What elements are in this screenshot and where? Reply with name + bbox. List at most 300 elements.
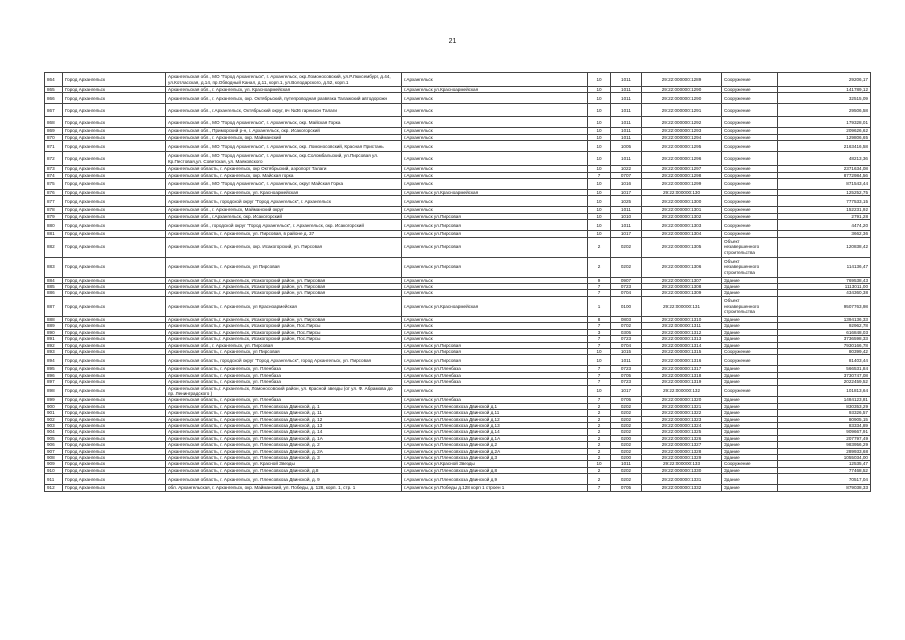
table-row [45,104,871,117]
cadastral-number-cell: 29:22:000000:1292 [642,117,722,128]
cadastral-number-cell: 29:22:000000:1319 [642,379,722,385]
type-code-cell: 1011 [611,87,642,93]
type-code-cell: 1011 [611,73,642,87]
cadastral-number-cell: 29:22:000000:1311 [642,323,722,329]
owner-cell: Город Архангельск [63,366,166,372]
value-cell: 179328,01 [778,117,871,128]
row-number: 898 [45,385,63,397]
address-cell: Архангельская область,г. Архангельск, Исакогорский район, ул. Пирсовая [166,316,402,322]
address-cell: Архангельская область, г. Архангельск, ул. Пленсовхоза Двинской, д. 1 [166,403,402,409]
object-type-cell: Здание [722,329,778,335]
address-cell: Архангельская область, городской округ "Город Архангельск", г. Архангельск [166,196,402,207]
row-number: 878 [45,207,63,213]
address-cell: Архангельская область,г. Архангельск, Ломоносовский район, ул. Красной звезды (от ул. Ф. Абрамова до пр. Ленинградского ) [166,385,402,397]
value-cell: 152231,92 [778,207,871,213]
row-number: 889 [45,323,63,329]
owner-cell: Город Архангельск [63,422,166,428]
cadastral-number-cell: 29:22:000000:1329 [642,455,722,461]
group-code-cell: 10 [588,104,611,117]
cadastral-number-cell: 29:22:000000:1301 [642,207,722,213]
owner-cell: Город Архангельск [63,342,166,348]
group-code-cell: 10 [588,166,611,172]
group-code-cell: 10 [588,93,611,104]
table-row [45,220,871,231]
owner-cell: Город Архангельск [63,397,166,403]
address-cell: Архангельская область, г. Архангельск, ул. Пленсовхоза Двинской, д. 3 [166,455,402,461]
row-number: 888 [45,316,63,322]
cadastral-number-cell: 29:22:000000:1324 [642,422,722,428]
table-row [45,179,871,190]
row-number: 887 [45,296,63,316]
cadastral-number-cell: 29:22:000000:1321 [642,403,722,409]
group-code-cell: 10 [588,231,611,237]
cadastral-number-cell: 29:22:000000:1306 [642,257,722,277]
owner-cell: Город Архангельск [63,117,166,128]
cadastral-number-cell: 29:22:000000:1310 [642,316,722,322]
object-type-cell: Сооружение [722,213,778,219]
row-number: 873 [45,166,63,172]
cadastral-number-cell: 29:22:000000:1307 [642,277,722,283]
type-code-cell: 1017 [611,190,642,196]
cadastral-number-cell: 29:22:000000:1325 [642,429,722,435]
row-number: 893 [45,348,63,354]
object-type-cell: Сооружение [722,93,778,104]
row-number: 869 [45,128,63,134]
table-row [45,141,871,152]
value-cell: 2163416,58 [778,141,871,152]
type-code-cell: 0202 [611,429,642,435]
cadastral-number-cell: 29:22:000000:1309 [642,290,722,296]
address-cell: Архангельская обл., г. Архангельск, Майманский округ [166,207,402,213]
owner-cell: Город Архангельск [63,329,166,335]
group-code-cell: 2 [588,416,611,422]
object-type-cell: Сооружение [722,355,778,366]
table-row [45,461,871,467]
group-code-cell: 10 [588,190,611,196]
owner-cell: Город Архангельск [63,104,166,117]
object-type-cell: Сооружение [722,207,778,213]
location-cell: г.Архангельск ул.Победы д.128 корп 1 строен 1 [402,485,588,491]
address-cell: Архангельская обл., Приморский р-н, г. Архангельск, окр. Исакогорский [166,128,402,134]
object-type-cell: Сооружение [722,231,778,237]
type-code-cell: 0723 [611,284,642,290]
address-cell: Архангельская область, г. Архангельск, окр Октябрьский, аэропорт Талаги [166,166,402,172]
owner-cell: Город Архангельск [63,316,166,322]
owner-cell: Город Архангельск [63,93,166,104]
object-type-cell: Сооружение [722,152,778,166]
type-code-cell: 0305 [611,329,642,335]
object-type-cell: Здание [722,336,778,342]
object-type-cell: Сооружение [722,128,778,134]
location-cell: г.Архангельск ул.Пирсовая [402,213,588,219]
address-cell: Архангельская область, г. Архангельск, ул Красноармейская [166,296,402,316]
location-cell: г.Архангельск [402,117,588,128]
value-cell: 209626,62 [778,128,871,134]
cadastral-number-cell: 29:22:000000:133 [642,461,722,467]
type-code-cell: 0202 [611,422,642,428]
address-cell: Архангельская область, г. Архангельск, ул. Пленбаза [166,397,402,403]
value-cell: 125252,75 [778,190,871,196]
location-cell: г.Архангельск [402,141,588,152]
row-number: 872 [45,152,63,166]
row-number: 884 [45,277,63,283]
value-cell: 2022459,52 [778,379,871,385]
value-cell: 80905,15 [778,416,871,422]
owner-cell: Город Архангельск [63,179,166,190]
type-code-cell: 0202 [611,448,642,454]
location-cell: г.Архангельск ул.Пирсовая [402,342,588,348]
value-cell: 9507763,98 [778,296,871,316]
location-cell: г.Архангельск ул.Пленсовхоза Двинской д.1 [402,403,588,409]
group-code-cell: 10 [588,152,611,166]
owner-cell: Город Архангельск [63,467,166,473]
value-cell: 81403,44 [778,355,871,366]
type-code-cell: 1011 [611,461,642,467]
address-cell: Архангельская обл., г. Архангельск, ул. Пирсовая [166,342,402,348]
group-code-cell: 10 [588,73,611,87]
owner-cell: Город Архангельск [63,277,166,283]
location-cell: г.Архангельск ул.Красноармейская [402,296,588,316]
owner-cell: Город Архангельск [63,435,166,441]
type-code-cell: 0202 [611,416,642,422]
cadastral-number-cell: 29:22:000000:1303 [642,220,722,231]
address-cell: Архангельская область, г. Архангельск, ул Пирсовая [166,348,402,354]
group-code-cell: 10 [588,220,611,231]
group-code-cell: 1 [588,296,611,316]
address-cell: Архангельская область, г. Архангельск, ул. Пленбаза [166,379,402,385]
type-code-cell: 1017 [611,385,642,397]
table-body [45,73,871,492]
value-cell: 48213,36 [778,152,871,166]
group-code-cell: 7 [588,485,611,491]
value-cell: 101813,64 [778,385,871,397]
address-cell: Архангельская обл., городской округ "Город Архангельск", г. Архангельск, окр. Исакогорский [166,220,402,231]
table-row [45,385,871,397]
owner-cell: Город Архангельск [63,128,166,134]
location-cell: г.Архангельск [402,316,588,322]
group-code-cell: 2 [588,455,611,461]
type-code-cell: 0202 [611,410,642,416]
value-cell: 92962,78 [778,323,871,329]
group-code-cell: 10 [588,355,611,366]
owner-cell: Город Архангельск [63,442,166,448]
location-cell: г.Архангельск ул.Пирсовая [402,257,588,277]
group-code-cell: 7 [588,366,611,372]
type-code-cell: 1011 [611,134,642,140]
group-code-cell: 10 [588,207,611,213]
group-code-cell: 2 [588,442,611,448]
row-number: 874 [45,172,63,178]
type-code-cell: 0200 [611,435,642,441]
location-cell: г.Архангельск [402,166,588,172]
object-type-cell: Сооружение [722,117,778,128]
type-code-cell: 0202 [611,257,642,277]
group-code-cell: 10 [588,141,611,152]
type-code-cell: 0202 [611,403,642,409]
value-cell: 80399,42 [778,348,871,354]
cadastral-number-cell: 29:22:000000:1315 [642,348,722,354]
group-code-cell: 10 [588,134,611,140]
value-cell: 29506,58 [778,104,871,117]
owner-cell: Город Архангельск [63,410,166,416]
value-cell: 129806,65 [778,134,871,140]
type-code-cell: 0705 [611,485,642,491]
table-row [45,117,871,128]
owner-cell: Город Архангельск [63,134,166,140]
object-type-cell: Здание [722,416,778,422]
group-code-cell: 2 [588,474,611,485]
row-number: 890 [45,329,63,335]
cadastral-number-cell: 29:22:000000:1299 [642,179,722,190]
location-cell: г.Архангельск ул.Пленсовхоза Двинской д.12 [402,416,588,422]
location-cell: г.Архангельск ул.Красноармейская [402,87,588,93]
cadastral-number-cell: 29:22:000000:1302 [642,213,722,219]
group-code-cell: 7 [588,290,611,296]
object-type-cell: Здание [722,372,778,378]
value-cell: 3662,36 [778,231,871,237]
location-cell: г.Архангельск [402,104,588,117]
cadastral-number-cell: 29:22:000000:1308 [642,284,722,290]
cadastral-number-cell: 29:22:000000:1298 [642,172,722,178]
row-number: 877 [45,196,63,207]
owner-cell: Город Архангельск [63,355,166,366]
object-type-cell: Сооружение [722,348,778,354]
row-number: 895 [45,366,63,372]
location-cell: г.Архангельск ул.Красноармейская [402,190,588,196]
row-number: 911 [45,474,63,485]
type-code-cell: 1011 [611,207,642,213]
row-number: 907 [45,448,63,454]
row-number: 866 [45,93,63,104]
object-type-cell: Здание [722,442,778,448]
group-code-cell: 7 [588,372,611,378]
address-cell: Архангельская область, г. Архангельск, ул. Пленсовхоза Двинской, д. 1А [166,435,402,441]
object-type-cell: Здание [722,410,778,416]
group-code-cell: 10 [588,128,611,134]
owner-cell: Город Архангельск [63,448,166,454]
address-cell: обл. Архангельская, г. Архангельск, окр. Майманский, ул. Победы, д. 128, корп. 1, стр. 1 [166,485,402,491]
group-code-cell: 2 [588,257,611,277]
table-row [45,190,871,196]
cadastral-number-cell: 29:22:000000:1314 [642,342,722,348]
group-code-cell: 10 [588,348,611,354]
cadastral-number-cell: 29:22:000000:1331 [642,474,722,485]
object-type-cell: Здание [722,435,778,441]
address-cell: Архангельская область,г. Архангельск, Исакогорский район, Пос.Пирсы [166,336,402,342]
value-cell: 1484123,81 [778,397,871,403]
table-row [45,213,871,219]
group-code-cell: 2 [588,410,611,416]
value-cell: 566531,84 [778,366,871,372]
group-code-cell: 10 [588,196,611,207]
value-cell: 70517,04 [778,474,871,485]
table-row [45,231,871,237]
group-code-cell: 10 [588,87,611,93]
type-code-cell: 0702 [611,323,642,329]
value-cell: 12535,47 [778,461,871,467]
value-cell: 4474,20 [778,220,871,231]
value-cell: 120838,42 [778,237,871,257]
cadastral-number-cell: 29:22:000000:1320 [642,397,722,403]
value-cell: 830353,29 [778,403,871,409]
row-number: 881 [45,231,63,237]
table-row [45,257,871,277]
owner-cell: Город Архангельск [63,237,166,257]
location-cell: г.Архангельск ул.Пленбаза [402,397,588,403]
cadastral-number-cell: 29:22:000000:1317 [642,366,722,372]
address-cell: Архангельская область, г. Архангельск, ул. Пленбаза [166,366,402,372]
location-cell: г.Архангельск ул.Пленсовхоза Двинской д.3 [402,455,588,461]
owner-cell: Город Архангельск [63,372,166,378]
group-code-cell: 8 [588,316,611,322]
owner-cell: Город Архангельск [63,220,166,231]
cadastral-number-cell: 29:22:000000:1327 [642,442,722,448]
value-cell: 909667,91 [778,429,871,435]
object-type-cell: Сооружение [722,141,778,152]
owner-cell: Город Архангельск [63,190,166,196]
value-cell: 616848,03 [778,329,871,335]
table-row [45,296,871,316]
location-cell: г.Архангельск [402,336,588,342]
address-cell: Архангельская область, городской округ "Город Архангельск", город Архангельск, ул. Пирсовая [166,355,402,366]
address-cell: Архангельская область, г. Архангельск, окр. Исакогорский, ул. Пирсовая [166,237,402,257]
value-cell: 1394136,33 [778,316,871,322]
cadastral-number-cell: 29:22:000000:1304 [642,231,722,237]
value-cell: 141789,12 [778,87,871,93]
object-type-cell: Здание [722,277,778,283]
cadastral-number-cell: 29:22:000000:1322 [642,410,722,416]
row-number: 870 [45,134,63,140]
address-cell: Архангельская область, г. Архангельск, ул. Красноармейская [166,190,402,196]
address-cell: Архангельская обл., г. Архангельск, окр. Майманский [166,134,402,140]
owner-cell: Город Архангельск [63,485,166,491]
group-code-cell: 2 [588,429,611,435]
location-cell: г.Архангельск ул.Пленсовхоза Двинской д.2А [402,448,588,454]
type-code-cell: 1017 [611,231,642,237]
owner-cell: Город Архангельск [63,296,166,316]
cadastral-number-cell: 29:22:000000:1328 [642,448,722,454]
type-code-cell: 0202 [611,467,642,473]
owner-cell: Город Архангельск [63,87,166,93]
row-number: 875 [45,179,63,190]
row-number: 894 [45,355,63,366]
value-cell: 871543,44 [778,179,871,190]
address-cell: Архангельская обл., г. Архангельск, ул. Красноармейская [166,87,402,93]
location-cell: г.Архангельск ул.Пленсовхоза Двинской д.11 [402,410,588,416]
address-cell: Архангельская обл., г. Архангельск, окр. Октябрьский, путепроводная развязка Талажский автодорожн [166,93,402,104]
owner-cell: Город Архангельск [63,172,166,178]
location-cell: г.Архангельск [402,329,588,335]
object-type-cell: Объект незавершенного строительства [722,296,778,316]
row-number: 904 [45,429,63,435]
type-code-cell: 1011 [611,355,642,366]
cadastral-number-cell: 29:22:000000:1332 [642,485,722,491]
type-code-cell: 1011 [611,104,642,117]
row-number: 886 [45,290,63,296]
object-type-cell: Сооружение [722,190,778,196]
location-cell: г.Архангельск [402,128,588,134]
address-cell: Архангельская область,г. Архангельск, Исакогорский район, Пос.Пирсы [166,323,402,329]
object-type-cell: Сооружение [722,385,778,397]
value-cell: 93326,57 [778,410,871,416]
owner-cell: Город Архангельск [63,455,166,461]
value-cell: 2791,28 [778,213,871,219]
address-cell: Архангельская область, г. Архангельск, ул. Пленсовхоза Двинской, д. 12 [166,416,402,422]
group-code-cell: 7 [588,379,611,385]
owner-cell: Город Архангельск [63,284,166,290]
object-type-cell: Здание [722,323,778,329]
value-cell: 2371634,08 [778,166,871,172]
value-cell: 77468,52 [778,467,871,473]
location-cell: г.Архангельск [402,93,588,104]
row-number: 879 [45,213,63,219]
owner-cell: Город Архангельск [63,207,166,213]
object-type-cell: Здание [722,397,778,403]
cadastral-number-cell: 29:22:000000:1295 [642,141,722,152]
address-cell: Архангельская область, г. Архангельск, ул. Пленсовхоза Двинской, д. 2А [166,448,402,454]
type-code-cell: 0202 [611,442,642,448]
row-number: 868 [45,117,63,128]
object-type-cell: Здание [722,379,778,385]
group-code-cell: 7 [588,336,611,342]
location-cell: г.Архангельск ул.Пленбаза [402,379,588,385]
row-number: 864 [45,73,63,87]
address-cell: Архангельская область, г. Архангельск, окр. Майская горка [166,172,402,178]
group-code-cell: 7 [588,397,611,403]
address-cell: Архангельская область, г. Архангельск, ул. Красной Звезды [166,461,402,467]
object-type-cell: Здание [722,485,778,491]
object-type-cell: Сооружение [722,166,778,172]
owner-cell: Город Архангельск [63,231,166,237]
group-code-cell: 10 [588,461,611,467]
location-cell: г.Архангельск [402,73,588,87]
owner-cell: Город Архангельск [63,196,166,207]
cadastral-number-cell: 29:22:000000:130 [642,190,722,196]
group-code-cell: 7 [588,323,611,329]
address-cell: Архангельская область, г. Архангельск, ул. Пленсовхоза Двинской, д. 2 [166,442,402,448]
type-code-cell: 1011 [611,128,642,134]
cadastral-number-cell: 29:22:000000:1326 [642,435,722,441]
owner-cell: Город Архангельск [63,385,166,397]
value-cell: 769538,43 [778,277,871,283]
cadastral-number-cell: 29:22:000000:131 [642,296,722,316]
object-type-cell: Здание [722,290,778,296]
owner-cell: Город Архангельск [63,416,166,422]
row-number: 871 [45,141,63,152]
owner-cell: Город Архангельск [63,348,166,354]
location-cell: г.Архангельск ул.Пирсовая [402,355,588,366]
object-type-cell: Сооружение [722,461,778,467]
property-register-table [44,72,871,492]
cadastral-number-cell: 29:22:000000:1291 [642,104,722,117]
location-cell: г.Архангельск [402,134,588,140]
group-code-cell: 7 [588,342,611,348]
type-code-cell: 1011 [611,220,642,231]
location-cell: г.Архангельск [402,284,588,290]
object-type-cell: Сооружение [722,87,778,93]
address-cell: Архангельская обл., г.Архангельск, Октябрьский округ, вч №36 гарнизон Талаги [166,104,402,117]
object-type-cell: Здание [722,403,778,409]
row-number: 897 [45,379,63,385]
location-cell: г.Архангельск [402,290,588,296]
group-code-cell: 7 [588,284,611,290]
owner-cell: Город Архангельск [63,429,166,435]
cadastral-number-cell: 29:22:000000:1313 [642,336,722,342]
value-cell: 983956,29 [778,442,871,448]
type-code-cell: 0202 [611,237,642,257]
owner-cell: Город Архангельск [63,257,166,277]
location-cell: г.Архангельск ул.Пленсовхоза Двинской д.9 [402,474,588,485]
